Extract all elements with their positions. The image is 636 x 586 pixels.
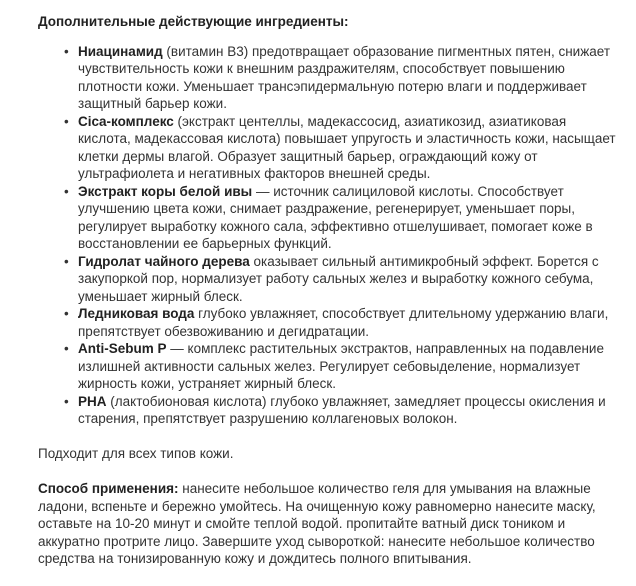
bullet-icon: • — [64, 113, 69, 129]
ingredient-description: глубоко увлажняет, способствует длительному удержанию влаги, препятствует обезвоживанию и дегидратации. — [78, 306, 609, 339]
list-item — [64, 253, 622, 306]
list-item — [64, 305, 622, 340]
ingredient-name: Anti-Sebum P — [78, 341, 167, 356]
bullet-icon: • — [64, 306, 69, 321]
usage-label: Способ применения: — [38, 481, 179, 496]
bullet-icon: • — [64, 43, 69, 59]
bullet-icon: • — [64, 253, 69, 269]
ingredient-name: Гидролат чайного дерева — [78, 253, 250, 269]
bullet-icon: • — [64, 183, 69, 199]
ingredients-list — [38, 43, 622, 428]
ingredient-name: Ледниковая вода — [78, 306, 195, 321]
list-item — [64, 340, 622, 393]
ingredient-name: Cica-комплекс — [78, 113, 174, 129]
bullet-icon: • — [64, 341, 69, 356]
ingredient-name: Ниацинамид — [78, 43, 163, 59]
ingredient-description: оказывает сильный антимикробный эффект. Борется с закупоркой пор, нормализует работу сальных желез и выработку кожного себума, уменьшает жирный блеск. — [78, 253, 599, 304]
usage-instructions — [38, 480, 622, 568]
ingredient-name: Экстракт коры белой ивы — [78, 183, 253, 199]
suitability-note: Подходит для всех типов кожи. — [38, 445, 234, 461]
usage-text: нанесите небольшое количество геля для умывания на влажные ладони, вспеньте и бережно умойтесь. На очищенную кожу равномерно нанесите маску, оставьте на 10-20 минут и смойте теплой водой. пропитайте ватный диск тоником и аккуратно протрите лицо. Завершите уход сывороткой: нанесите небольшое количество средства на тонизированную кожу и дождитесь полного впитывания. — [38, 481, 596, 566]
ingredient-description: — комплекс растительных экстрактов, направленных на подавление излишней активности сальных желез. Регулирует себовыделение, нормализует жирность кожи, устраняет жирный блеск. — [78, 341, 604, 391]
ingredient-description: (экстракт центеллы, мадекассосид, азиатикозид, азиатиковая кислота, мадекассовая кислота) повышает упругость и эластичность кожи, насыщает клетки дермы влагой. Образует защитный барьер, ограждающий кожу от ультрафиолета и негативных факторов внешней среды. — [78, 113, 616, 181]
list-item — [64, 113, 622, 183]
list-item — [64, 183, 622, 253]
bullet-icon: • — [64, 393, 69, 409]
ingredient-name: PHA — [78, 393, 107, 409]
ingredient-description: (лактобионовая кислота) глубоко увлажняет, замедляет процессы окисления и старения, препятствует разрушению коллагеновых волокон. — [78, 393, 606, 426]
ingredient-description: — источник салициловой кислоты. Способствует улучшению цвета кожи, снимает раздражение, регенерирует, уменьшает поры, регулирует выработку кожного сала, эффективно отшелушивает, помогает коже в восстановлении ее барьерных функций. — [78, 183, 593, 251]
section-heading-additional-ingredients: Дополнительные действующие ингредиенты: — [38, 14, 349, 29]
list-item — [64, 393, 622, 428]
ingredient-description: (витамин B3) предотвращает образование пигментных пятен, снижает чувствительность кожи к внешним раздражителям, способствует повышению плотности кожи. Уменьшает трансэпидермальную потерю влаги и поддерживает защитный барьер кожи. — [78, 43, 610, 111]
list-item — [64, 43, 622, 113]
